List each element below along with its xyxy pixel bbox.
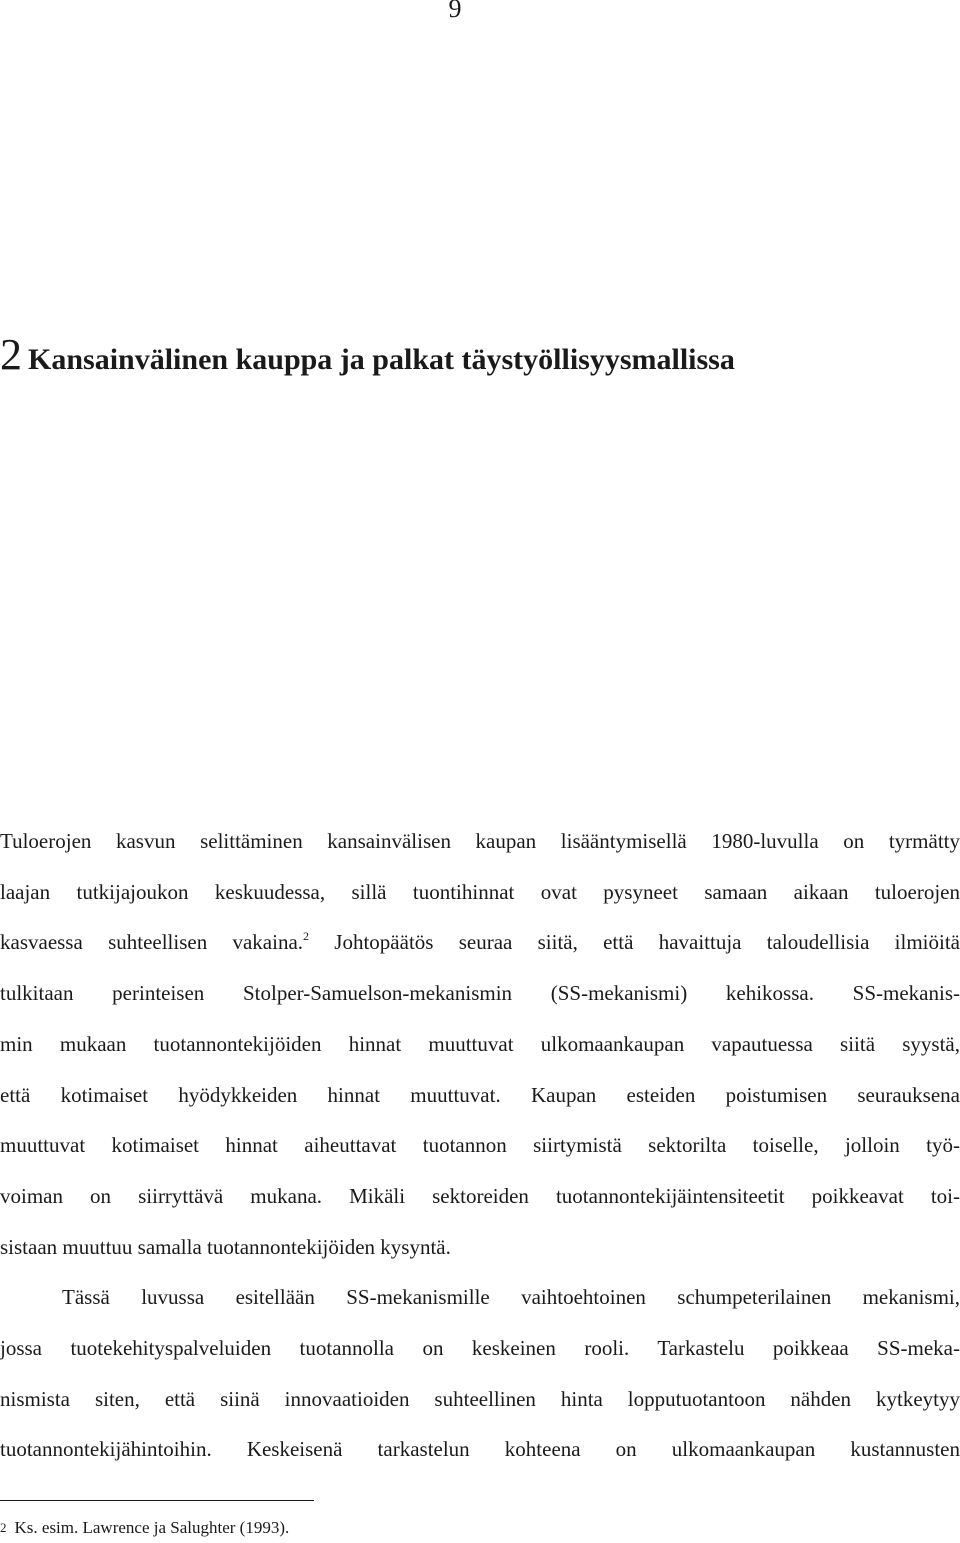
text-line: laajan tutkijajoukon keskuudessa, sillä tuontihinnat ovat pysyneet samaan aikaan tuloerojen — [0, 879, 960, 904]
text-line: Tässä luvussa esitellään SS-mekanismille vaihtoehtoinen schumpeterilainen mekanismi, — [62, 1285, 960, 1310]
footnote — [0, 1516, 289, 1540]
chapter-number: 2 — [0, 330, 22, 379]
footnote-reference[interactable]: 2 — [303, 929, 310, 944]
text-fragment: Johtopäätös seuraa siitä, että havaittuja taloudellisia ilmiöitä — [309, 930, 960, 955]
text-fragment: kasvaessa suhteellisen vakaina. — [0, 930, 304, 955]
paragraph-2 — [0, 1272, 960, 1475]
text-line — [0, 917, 960, 968]
chapter-heading — [0, 330, 735, 385]
chapter-title: Kansainvälinen kauppa ja palkat täystyöllisyysmallissa — [28, 343, 735, 376]
text-line: tulkitaan perinteisen Stolper-Samuelson-mekanismin (SS-mekanismi) kehikossa. SS-mekanis- — [0, 981, 960, 1006]
text-line: min mukaan tuotannontekijöiden hinnat muuttuvat ulkomaankaupan vapautuessa siitä syystä, — [0, 1031, 960, 1056]
paragraph-1 — [0, 816, 960, 1272]
footnote-text: Ks. esim. Lawrence ja Salughter (1993). — [14, 1518, 290, 1537]
footnote-marker: 2 — [0, 1520, 7, 1535]
text-line: jossa tuotekehityspalveluiden tuotannolla on keskeinen rooli. Tarkastelu poikkeaa SS-meka- — [0, 1336, 960, 1361]
text-line: Tuloerojen kasvun selittäminen kansainvälisen kaupan lisääntymisellä 1980-luvulla on tyrmätty — [0, 829, 960, 853]
text-line: voiman on siirryttävä mukana. Mikäli sektoreiden tuotannontekijäintensiteetit poikkeavat toi- — [0, 1183, 960, 1208]
page-number: 9 — [448, 0, 462, 23]
text-line: muuttuvat kotimaiset hinnat aiheuttavat tuotannon siirtymistä sektorilta toiselle, jolloin työ- — [0, 1133, 960, 1158]
text-line: sistaan muuttuu samalla tuotannontekijöiden kysyntä. — [0, 1234, 451, 1259]
body-text — [0, 816, 960, 1475]
text-line: nismista siten, että siinä innovaatioiden suhteellinen hinta lopputuotantoon nähden kytkeytyy — [0, 1386, 960, 1411]
text-line: että kotimaiset hyödykkeiden hinnat muuttuvat. Kaupan esteiden poistumisen seurauksena — [0, 1082, 960, 1107]
text-line: tuotannontekijähintoihin. Keskeisenä tarkastelun kohteena on ulkomaankaupan kustannusten — [0, 1437, 960, 1462]
footnote-separator — [0, 1500, 314, 1501]
